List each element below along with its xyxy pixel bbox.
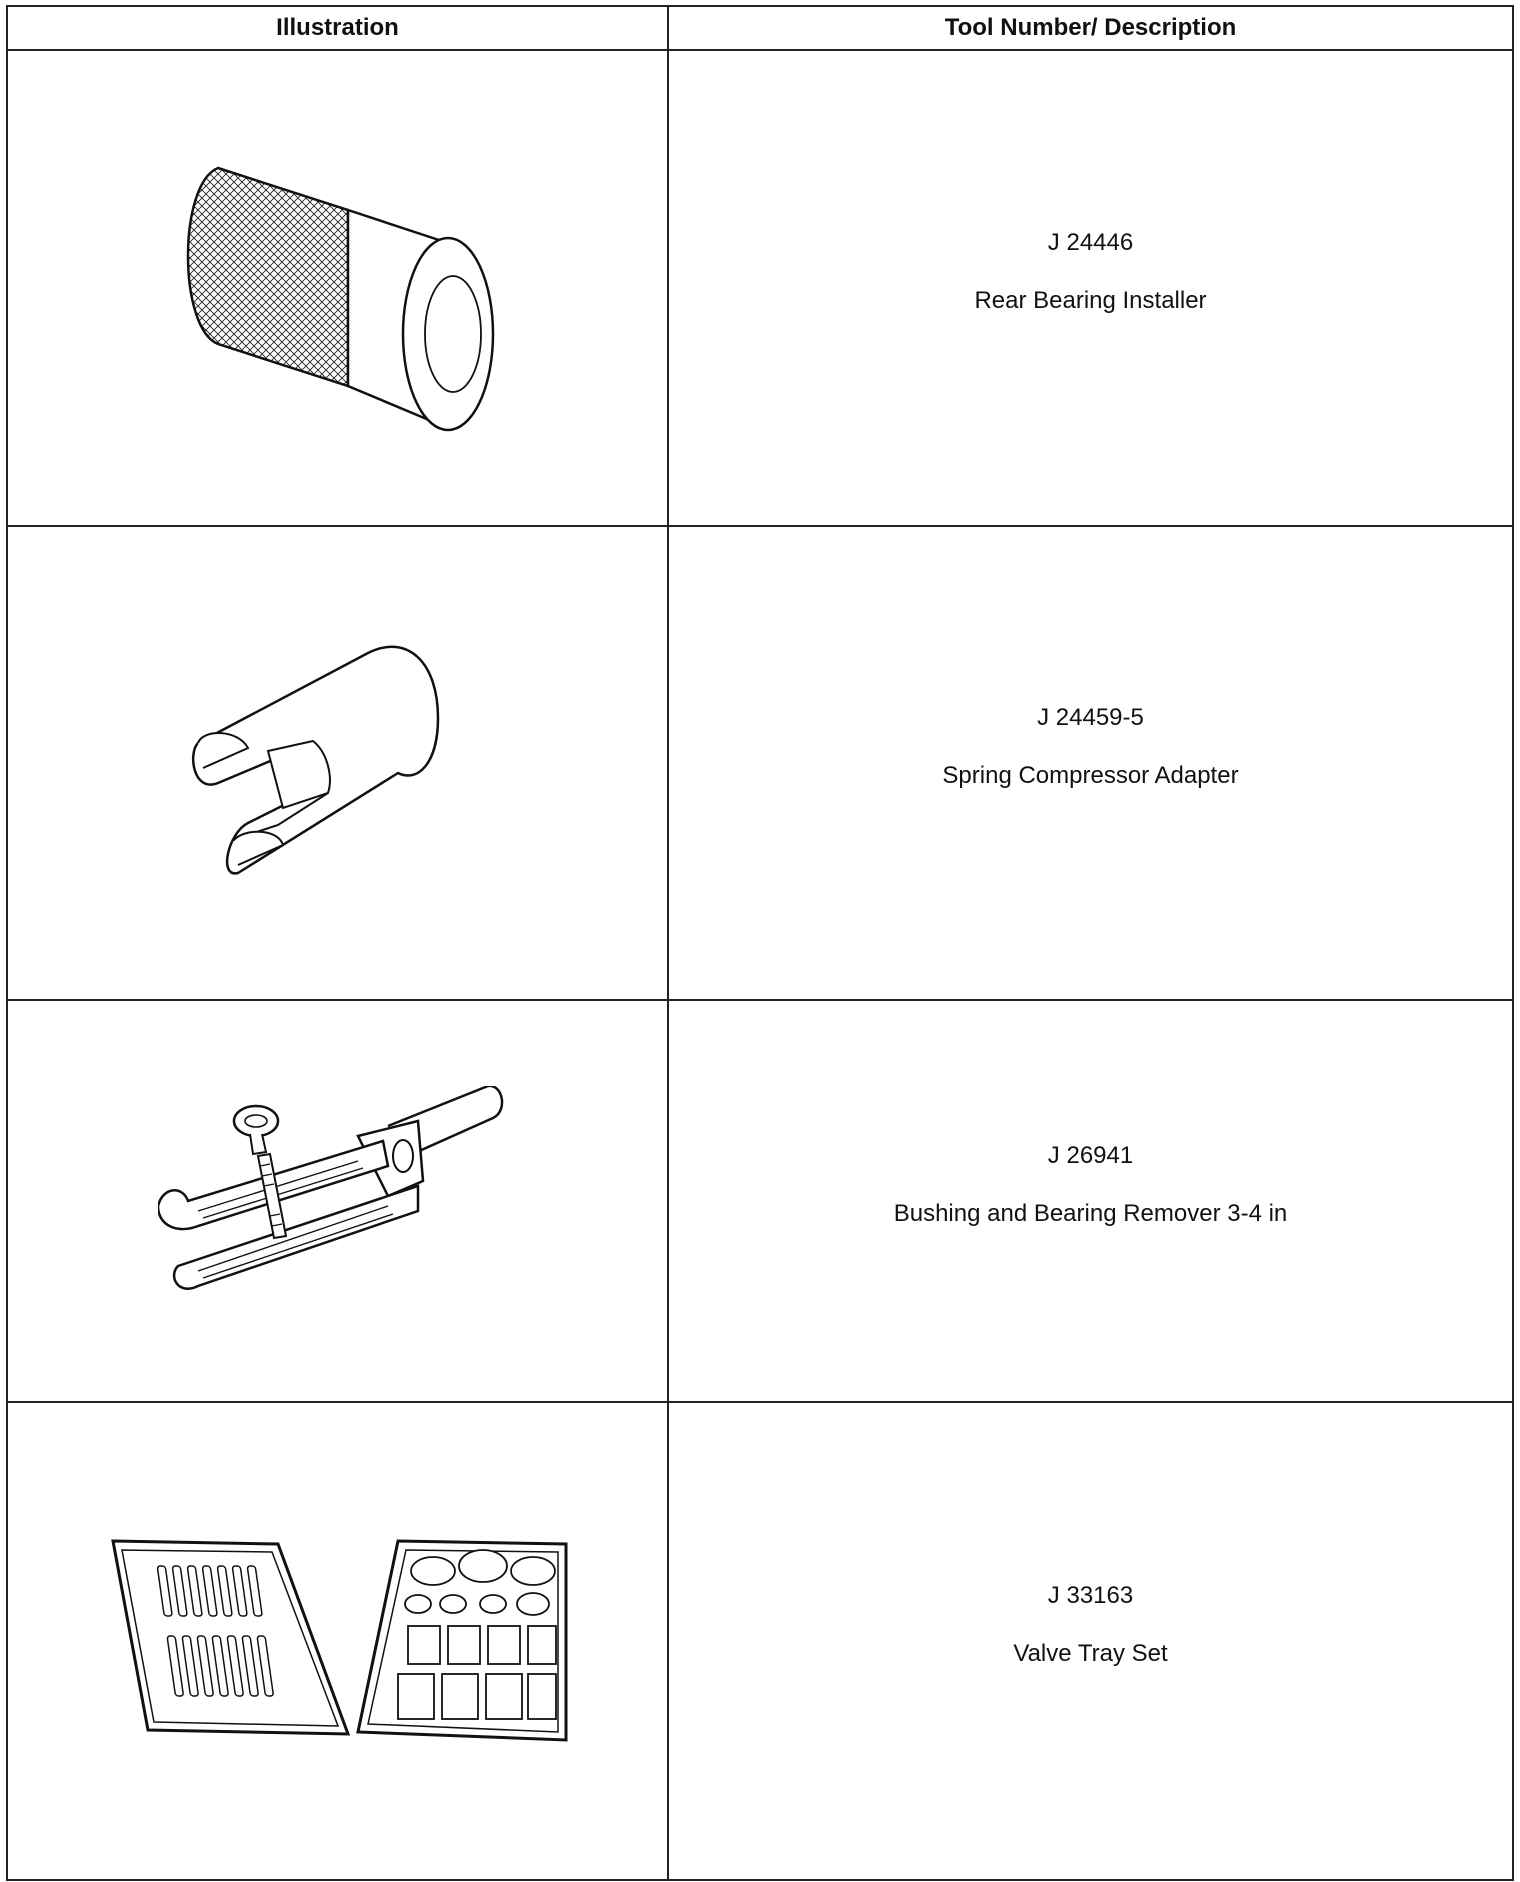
tool-description: Valve Tray Set (1013, 1640, 1168, 1667)
description-cell (668, 1000, 1513, 1402)
table-row (7, 1000, 1513, 1402)
tool-number: J 33163 (1047, 1582, 1134, 1609)
table-row (7, 1402, 1513, 1880)
illustration-cell (7, 526, 668, 1000)
tool-table (6, 5, 1514, 1881)
spring-compressor-adapter-illustration (178, 633, 498, 893)
tool-number: J 24446 (1047, 229, 1134, 256)
tool-description: Spring Compressor Adapter (942, 762, 1239, 789)
illustration-cell (7, 1000, 668, 1402)
header-tool-number-description: Tool Number/ Description (668, 6, 1513, 50)
table-row (7, 526, 1513, 1000)
header-illustration: Illustration (7, 6, 668, 50)
valve-tray-set-illustration (108, 1536, 568, 1746)
tool-description: Bushing and Bearing Remover 3-4 in (893, 1200, 1288, 1227)
tool-description: Rear Bearing Installer (974, 287, 1207, 314)
description-cell (668, 526, 1513, 1000)
table-row (7, 50, 1513, 526)
tool-number: J 24459-5 (1037, 704, 1144, 731)
rear-bearing-installer-illustration (158, 138, 518, 438)
description-cell (668, 50, 1513, 526)
bushing-bearing-remover-illustration (158, 1086, 518, 1316)
illustration-cell (7, 50, 668, 526)
description-cell (668, 1402, 1513, 1880)
illustration-cell (7, 1402, 668, 1880)
tool-number: J 26941 (1047, 1142, 1134, 1169)
